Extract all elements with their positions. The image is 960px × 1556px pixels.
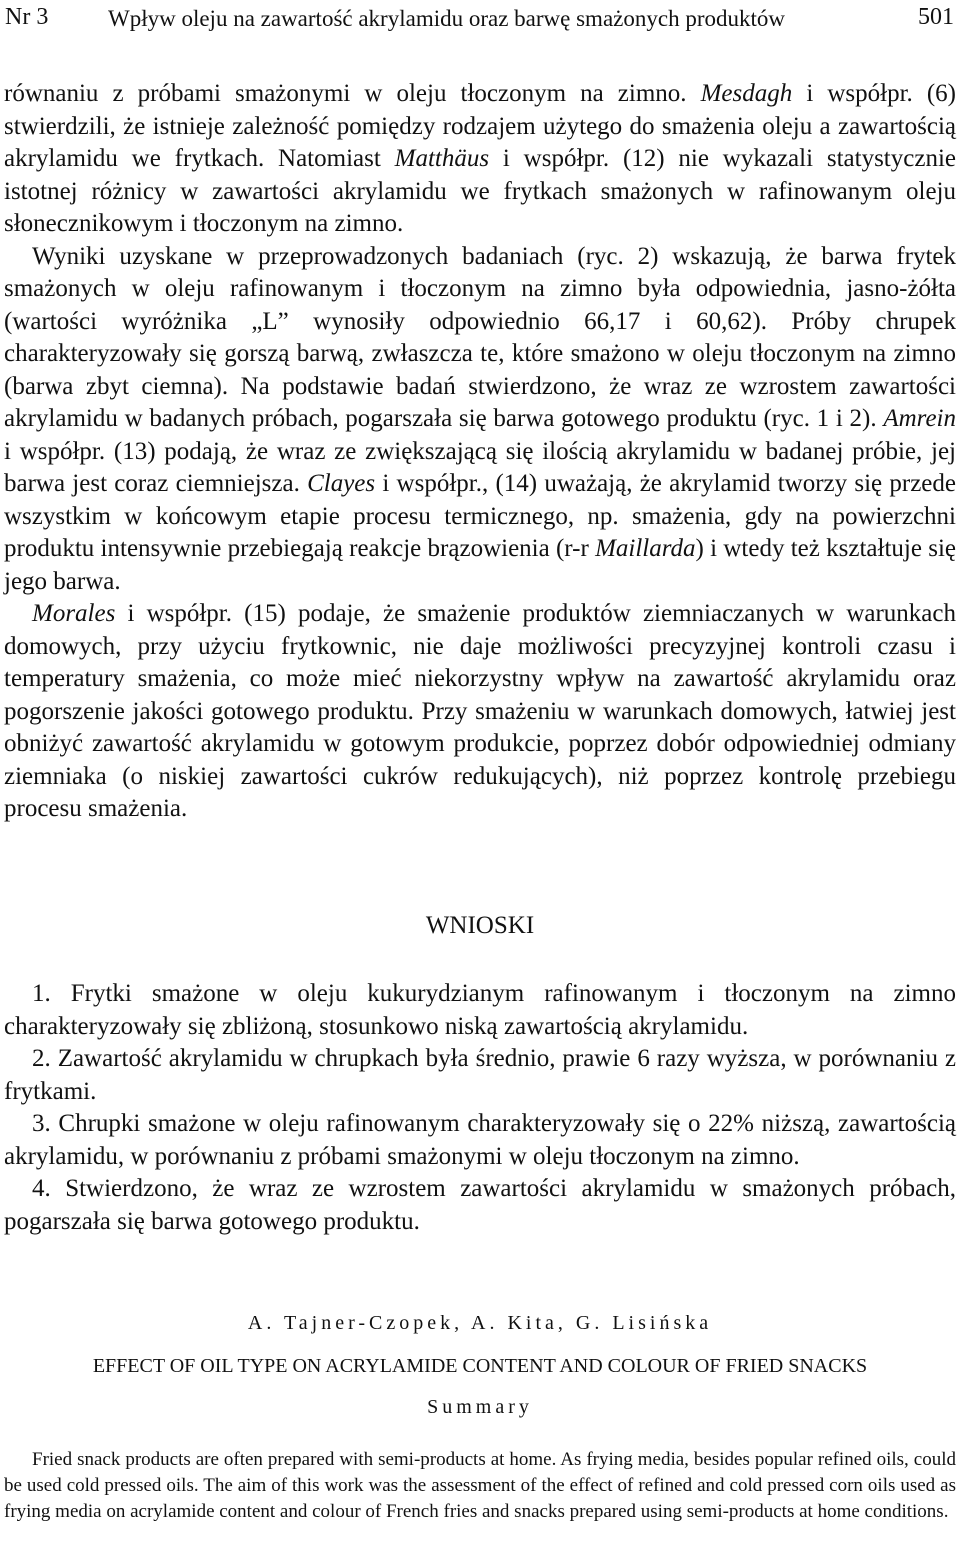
author-name: Clayes <box>307 470 376 497</box>
summary-section <box>4 1447 956 1525</box>
text-run: Wyniki uzyskane w przeprowadzonych badaniach (ryc. 2) wskazują, że barwa frytek smażonych w oleju rafinowanym i tłoczonym na zimno była odpowiednia, jasno-żółta (wartości wyróżnika „L” wynosiły odpowiednio 66,17 i 60,62). Próby chrupek charakteryzowały się gorszą barwą, zwłaszcza te, które smażono w oleju tłoczonym na zimno (barwa zbyt ciemna). Na podstawie badań stwierdzono, że wraz ze wzrostem zawartości akrylamidu w badanych próbach, pogarszała się barwa gotowego produktu (ryc. 1 i 2). <box>4 242 956 432</box>
author-name: Matthäus <box>394 145 490 172</box>
english-title: EFFECT OF OIL TYPE ON ACRYLAMIDE CONTENT AND COLOUR OF FRIED SNACKS <box>92 1355 868 1377</box>
english-authors: A. Tajner-Czopek, A. Kita, G. Lisińska <box>247 1312 713 1334</box>
conclusion-item: 2. Zawartość akrylamidu w chrupkach była średnio, prawie 6 razy wyższa, w porównaniu z frytkami. <box>4 1045 956 1105</box>
author-name: Morales <box>32 600 116 627</box>
author-name: Maillarda <box>595 535 696 562</box>
author-name: Amrein <box>883 405 956 432</box>
conclusions-list <box>4 978 956 1238</box>
summary-text: Fried snack products are often prepared with semi-products at home. As frying media, besides popular refined oils, could be used cold pressed oils. The aim of this work was the assessment of the effect of refined and cold pressed corn oils used as frying media on acrylamide content and colour of French fries and snacks prepared using semi-products at home conditions. <box>4 1449 956 1522</box>
summary-heading: Summary <box>427 1396 533 1418</box>
conclusion-item: 4. Stwierdzono, że wraz ze wzrostem zawartości akrylamidu w smażonych próbach, pogarszała się barwa gotowego produktu. <box>4 1175 956 1235</box>
text-run: ) i wtedy też kształtuje się jego barwa. <box>4 535 956 595</box>
conclusions-heading: WNIOSKI <box>425 912 535 939</box>
paragraph-3 <box>4 598 956 826</box>
paragraph-1 <box>4 78 956 241</box>
page-header <box>5 4 954 36</box>
text-run: i współpr. (12) nie wykazali statystycznie istotnej różnicy w zawartości akrylamidu we frytkach smażonych w rafinowanym oleju słonecznikowym i tłoczonym na zimno. <box>4 145 956 237</box>
text-run: równaniu z próbami smażonymi w oleju tłoczonym na zimno. <box>4 80 701 107</box>
conclusion-item: 3. Chrupki smażone w oleju rafinowanym charakteryzowały się o 22% niższą, zawartością akrylamidu, w porównaniu z próbami smażonymi w oleju tłoczonym na zimno. <box>4 1110 956 1170</box>
text-run: i współpr. (15) podaje, że smażenie produktów ziemniaczanych w warunkach domowych, przy użyciu frytkownic, nie daje możliwości precyzyjnej kontroli czasu i temperatury smażenia, co może mieć niekorzystny wpływ na zawartość akrylamidu oraz pogorszenie jakości gotowego produktu. Przy smażeniu w warunkach domowych, łatwiej jest obniżyć zawartość akrylamidu w gotowym produkcie, poprzez dobór odpowiedniej odmiany ziemniaka (o niskiej zawartości cukrów redukujących), niż poprzez kontrolę przebiegu procesu smażenia. <box>4 600 956 822</box>
text-run: i współpr. (13) podają, że wraz ze zwiększającą się ilością akrylamidu w badanej próbie, jej barwa jest coraz ciemniejsza. <box>4 437 956 497</box>
page-number: 501 <box>918 4 954 30</box>
paragraph-2 <box>4 241 956 599</box>
author-name: Mesdagh <box>700 80 793 107</box>
discussion-body <box>4 78 956 826</box>
running-title: Wpływ oleju na zawartość akrylamidu oraz barwę smażonych produktów <box>108 6 785 31</box>
journal-issue: Nr 3 <box>5 4 49 30</box>
conclusion-item: 1. Frytki smażone w oleju kukurydzianym rafinowanym i tłoczonym na zimno charakteryzowały się zbliżoną, stosunkowo niską zawartością akrylamidu. <box>4 980 956 1040</box>
text-run: i współpr., (14) uważają, że akrylamid tworzy się przede wszystkim w końcowym etapie procesu termicznego, np. smażenia, gdy na powierzchni produktu intensywnie przebiegają reakcje brązowienia (r-r <box>4 470 956 562</box>
text-run: i współpr. (6) stwierdzili, że istnieje zależność pomiędzy rodzajem użytego do smażenia oleju a zawartością akrylamidu we frytkach. Natomiast <box>4 80 956 172</box>
